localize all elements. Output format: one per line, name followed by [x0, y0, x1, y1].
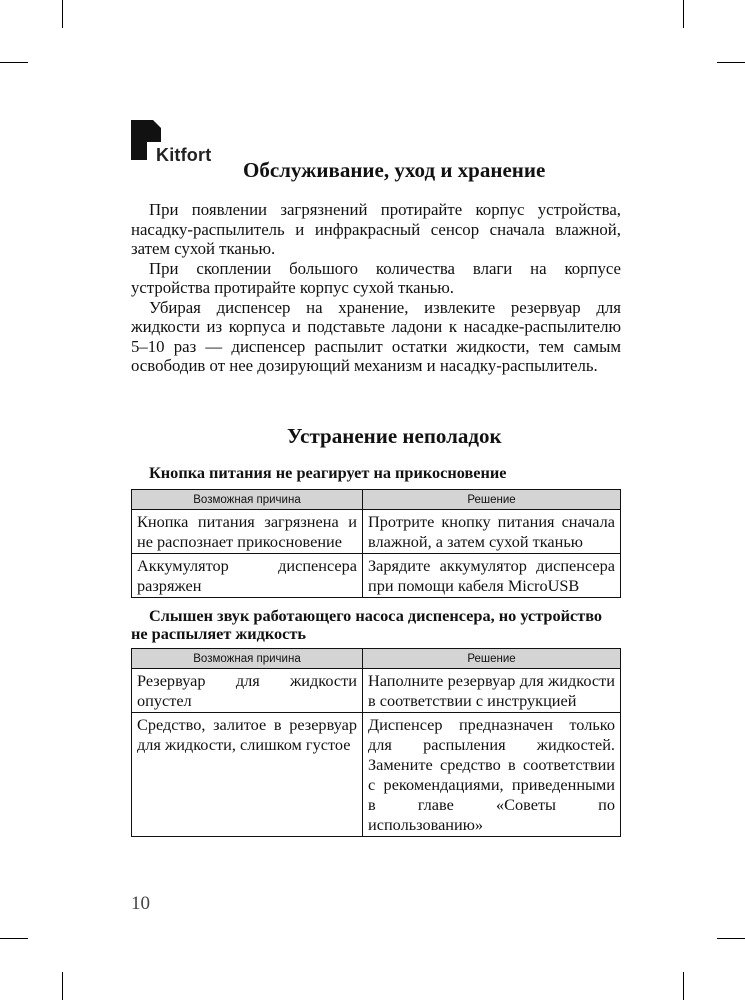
- troubleshooting-title: Устранение неполадок: [287, 424, 502, 448]
- paragraph: При появлении загрязнений протирайте корпус устройства, насадку-распылитель и инфракрасный сенсор сначала влажной, затем сухой тканью.: [131, 200, 621, 258]
- column-header-solution: Решение: [363, 649, 621, 669]
- care-body: [131, 200, 621, 376]
- table-row: [132, 713, 621, 837]
- troubleshooting-table: [131, 489, 621, 598]
- paragraph: Убирая диспенсер на хранение, извлеките резервуар для жидкости из корпуса и подставьте ладони к насадке-распылителю 5–10 раз — диспенсер распылит остатки жидкости, тем самым освободив от нее дозирующий механизм и насадку-распылитель.: [131, 297, 621, 375]
- logo-text: Kitfort: [156, 145, 212, 165]
- cause-cell: Аккумулятор диспенсера разряжен: [132, 554, 363, 598]
- crop-mark: [0, 938, 28, 939]
- table-row: [132, 554, 621, 598]
- table-row: [132, 510, 621, 554]
- section-heading: Кнопка питания не реагирует на прикосновение: [149, 463, 507, 482]
- solution-cell: Зарядите аккумулятор диспенсера при помощи кабеля MicroUSB: [363, 554, 621, 598]
- cause-cell: Средство, залитое в резервуар для жидкости, слишком густое: [132, 713, 363, 837]
- crop-mark: [717, 938, 745, 939]
- solution-cell: Протрите кнопку питания сначала влажной, а затем сухой тканью: [363, 510, 621, 554]
- crop-mark: [0, 62, 28, 63]
- crop-mark: [62, 972, 63, 1000]
- table-header-row: [132, 649, 621, 669]
- table-header-row: [132, 490, 621, 510]
- crop-mark: [683, 972, 684, 1000]
- crop-mark: [62, 0, 63, 28]
- table-row: [132, 669, 621, 713]
- crop-mark: [717, 62, 745, 63]
- column-header-cause: Возможная причина: [132, 490, 363, 510]
- column-header-cause: Возможная причина: [132, 649, 363, 669]
- solution-cell: Наполните резервуар для жидкости в соответствии с инструкцией: [363, 669, 621, 713]
- section-heading: Слышен звук работающего насоса диспенсера, но устройство не распыляет жидкость: [131, 606, 603, 643]
- cause-cell: Резервуар для жидкости опустел: [132, 669, 363, 713]
- page-number: 10: [131, 893, 150, 914]
- column-header-solution: Решение: [363, 490, 621, 510]
- care-title: Обслуживание, уход и хранение: [243, 158, 546, 182]
- crop-mark: [683, 0, 684, 28]
- troubleshooting-table: [131, 648, 621, 837]
- solution-cell: Диспенсер предназначен только для распыления жидкостей. Замените средство в соответствии с рекомендациями, приведенными в главе «Советы по использованию»: [363, 713, 621, 837]
- paragraph: При скоплении большого количества влаги на корпусе устройства протирайте корпус сухой тканью.: [131, 258, 621, 297]
- cause-cell: Кнопка питания загрязнена и не распознает прикосновение: [132, 510, 363, 554]
